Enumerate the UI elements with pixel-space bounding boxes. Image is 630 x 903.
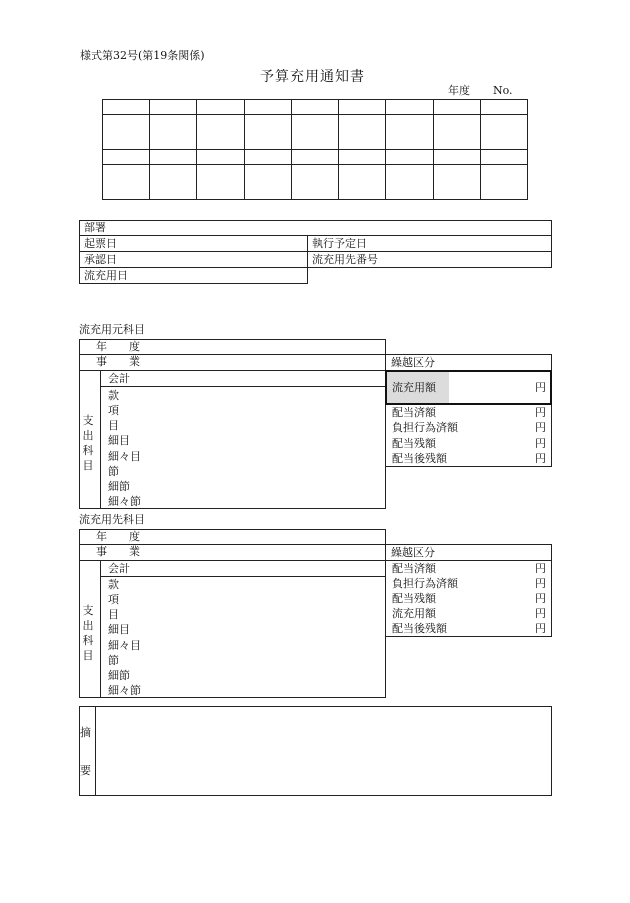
source-amount-label: 配当後残額 bbox=[392, 452, 447, 465]
stamp-cell[interactable] bbox=[480, 150, 527, 165]
stamp-cell[interactable] bbox=[386, 150, 433, 165]
source-project-label: 事 業 bbox=[96, 355, 140, 368]
stamp-cell[interactable] bbox=[480, 100, 527, 115]
department-row[interactable] bbox=[79, 220, 552, 236]
stamp-cell[interactable] bbox=[150, 115, 197, 150]
approval-date-label: 承認日 bbox=[84, 253, 117, 266]
stamp-cell[interactable] bbox=[197, 115, 244, 150]
stamp-cell[interactable] bbox=[339, 100, 386, 115]
yen-unit: 円 bbox=[535, 592, 546, 605]
dest-amount-label: 流充用額 bbox=[392, 607, 436, 620]
yen-unit: 円 bbox=[535, 421, 546, 434]
yen-unit: 円 bbox=[535, 452, 546, 465]
source-amount-label: 配当済額 bbox=[392, 406, 436, 419]
stamp-cell[interactable] bbox=[339, 165, 386, 200]
stamp-cell[interactable] bbox=[197, 165, 244, 200]
stamp-cell[interactable] bbox=[197, 100, 244, 115]
stamp-cell[interactable] bbox=[291, 150, 338, 165]
source-amount-label: 配当残額 bbox=[392, 437, 436, 450]
source-item: 細々目 bbox=[108, 450, 141, 463]
stamp-cell[interactable] bbox=[244, 100, 291, 115]
form-number: 様式第32号(第19条関係) bbox=[80, 49, 205, 62]
source-item: 細節 bbox=[108, 480, 130, 493]
stamp-cell[interactable] bbox=[291, 115, 338, 150]
remarks-box[interactable] bbox=[79, 706, 552, 796]
source-heading: 流充用元科目 bbox=[79, 323, 145, 336]
number-label: No. bbox=[493, 84, 513, 97]
source-item: 節 bbox=[108, 465, 119, 478]
stamp-cell[interactable] bbox=[339, 150, 386, 165]
dest-item: 細々目 bbox=[108, 639, 141, 652]
dest-expense-label: 支出科目 bbox=[82, 604, 94, 662]
yen-unit: 円 bbox=[535, 577, 546, 590]
source-item: 目 bbox=[108, 419, 119, 432]
dest-item: 項 bbox=[108, 593, 119, 606]
source-item: 細目 bbox=[108, 434, 130, 447]
dest-item: 細目 bbox=[108, 623, 130, 636]
dest-heading: 流充用先科目 bbox=[79, 513, 145, 526]
stamp-cell[interactable] bbox=[339, 115, 386, 150]
stamp-cell[interactable] bbox=[244, 115, 291, 150]
stamp-cell[interactable] bbox=[150, 150, 197, 165]
stamp-cell[interactable] bbox=[103, 115, 150, 150]
source-item: 会計 bbox=[108, 372, 130, 385]
dest-project-label: 事 業 bbox=[96, 545, 140, 558]
department-label: 部署 bbox=[84, 221, 106, 234]
stamp-cell[interactable] bbox=[433, 165, 480, 200]
yen-unit: 円 bbox=[535, 437, 546, 450]
dest-amount-label: 負担行為済額 bbox=[392, 577, 458, 590]
yen-unit: 円 bbox=[535, 622, 546, 635]
stamp-cell[interactable] bbox=[291, 165, 338, 200]
dest-item: 細節 bbox=[108, 669, 130, 682]
stamp-cell[interactable] bbox=[150, 165, 197, 200]
dest-carryover-label: 繰越区分 bbox=[391, 546, 435, 559]
year-label: 年度 bbox=[448, 84, 470, 97]
stamp-cell[interactable] bbox=[433, 100, 480, 115]
stamp-cell[interactable] bbox=[480, 165, 527, 200]
dest-item: 細々節 bbox=[108, 684, 141, 697]
dest-year-label: 年 度 bbox=[96, 530, 140, 543]
transfer-date-label: 流充用日 bbox=[84, 269, 128, 282]
source-item: 款 bbox=[108, 389, 119, 402]
stamp-cell[interactable] bbox=[433, 150, 480, 165]
stamp-cell[interactable] bbox=[480, 115, 527, 150]
dest-item: 会計 bbox=[108, 562, 130, 575]
dest-item: 節 bbox=[108, 654, 119, 667]
dest-amount-label: 配当残額 bbox=[392, 592, 436, 605]
stamp-cell[interactable] bbox=[103, 165, 150, 200]
source-carryover-label: 繰越区分 bbox=[391, 356, 435, 369]
source-amount-label: 負担行為済額 bbox=[392, 421, 458, 434]
yen-unit: 円 bbox=[535, 562, 546, 575]
stamp-cell[interactable] bbox=[150, 100, 197, 115]
source-year-label: 年 度 bbox=[96, 340, 140, 353]
stamp-cell[interactable] bbox=[433, 115, 480, 150]
stamp-cell[interactable] bbox=[386, 165, 433, 200]
stamp-grid bbox=[102, 99, 528, 200]
planned-execution-label: 執行予定日 bbox=[312, 237, 367, 250]
stamp-cell[interactable] bbox=[244, 165, 291, 200]
dest-amount-label: 配当後残額 bbox=[392, 622, 447, 635]
yen-unit: 円 bbox=[535, 381, 546, 394]
stamp-cell[interactable] bbox=[386, 115, 433, 150]
source-item: 細々節 bbox=[108, 495, 141, 508]
stamp-cell[interactable] bbox=[244, 150, 291, 165]
remarks-label-1: 摘 bbox=[80, 726, 91, 739]
stamp-cell[interactable] bbox=[386, 100, 433, 115]
yen-unit: 円 bbox=[535, 406, 546, 419]
dest-item: 目 bbox=[108, 608, 119, 621]
page-title: 予算充用通知書 bbox=[260, 69, 365, 85]
stamp-cell[interactable] bbox=[103, 100, 150, 115]
source-item: 項 bbox=[108, 404, 119, 417]
dest-item: 款 bbox=[108, 578, 119, 591]
transfer-dest-number-label: 流充用先番号 bbox=[312, 253, 378, 266]
source-expense-label: 支出科目 bbox=[82, 414, 94, 472]
voucher-date-label: 起票日 bbox=[84, 237, 117, 250]
transfer-amount-label: 流充用額 bbox=[392, 381, 436, 394]
remarks-label-2: 要 bbox=[80, 764, 91, 777]
stamp-cell[interactable] bbox=[197, 150, 244, 165]
stamp-cell[interactable] bbox=[291, 100, 338, 115]
yen-unit: 円 bbox=[535, 607, 546, 620]
stamp-cell[interactable] bbox=[103, 150, 150, 165]
dest-amount-label: 配当済額 bbox=[392, 562, 436, 575]
